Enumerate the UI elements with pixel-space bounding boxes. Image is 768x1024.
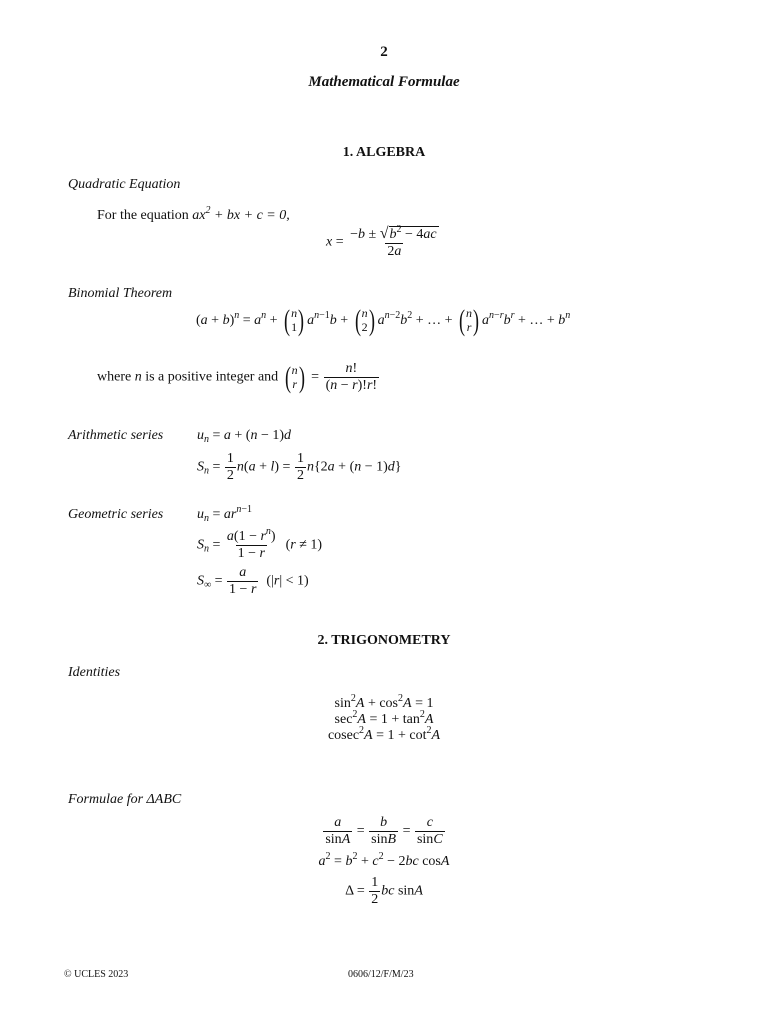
quadratic-intro [97, 205, 290, 224]
quadratic-heading: Quadratic Equation [68, 177, 181, 192]
arithmetic-nth-term: $u_n = a + (n - 1)d$ [197, 428, 292, 445]
binomial-definition: where n is a positive integer and ( n r ) = $\frac{n!}{(n - r)!r!}$ [97, 360, 378, 394]
where-text: where [97, 369, 132, 385]
quadratic-equation: $ax^2$ + bx + c = 0, [192, 205, 290, 223]
page-number: 2 [380, 44, 388, 60]
geometric-sum: $S_n$ = $\frac{a(1 - r^n)}{1 - r}$ (r ≠ 1) [197, 526, 323, 561]
n-variable: n [134, 369, 142, 385]
triangle-formulae-heading: Formulae for ΔABC [68, 792, 182, 807]
geometric-sum-infinity: $S_\infty$ = $\frac{a}{1 - r}$ (|r| < 1) [197, 565, 309, 597]
quadratic-fraction: −b ± √ $b^2 - 4ac$ 2a [350, 224, 437, 259]
triangle-area: Δ = $\frac{1}{2}$ bc sinA [345, 875, 423, 907]
geometric-heading: Geometric series [68, 507, 164, 522]
cosine-rule: $a^2 = b^2 + c^2 - 2bc$ cosA [318, 851, 450, 869]
arithmetic-sum: $S_n$ = $\frac{1}{2}$ n(a + l) = $\frac{1}{2}$ n{2a + (n − 1)d} [197, 451, 402, 483]
identity-sec-tan: $\sec^2A = 1 + \tan^2A$ [334, 709, 434, 727]
page-title: Mathematical Formulae [308, 74, 460, 90]
copyright: © UCLES 2023 [64, 969, 129, 980]
identity-cosec-cot: $cosec^2A = 1 + \cot^2A$ [327, 725, 441, 743]
binomial-expansion: $(a + b)^n = a^n$ + ( n 1 ) $a^{n-1}b$ + ( n 2 ) $a^{n-2}b^2$ + … + ( n r ) $a^{n-r}b^r$ + … + $b^n$ [196, 304, 571, 337]
sine-rule: $\frac{a}{\sin A}$ = $\frac{b}{\sin B}$ = $\frac{c}{\sin C}$ [325, 815, 443, 847]
identity-sin-cos: $\sin^2A + \cos^2A = 1$ [334, 693, 434, 711]
geometric-nth-term: $u_n = ar^{n-1}$ [197, 504, 252, 524]
binom-coefficient-fraction: $\frac{n!}{(n - r)!r!}$ [325, 361, 378, 393]
binomial-heading: Binomial Theorem [68, 286, 173, 301]
quadratic-intro-text: For the equation [97, 208, 189, 223]
identities-heading: Identities [68, 665, 121, 680]
quadratic-formula: x = −b ± √ $b^2 - 4ac$ 2a [326, 226, 442, 259]
document-code: 0606/12/F/M/23 [348, 969, 414, 980]
section-heading-trigonometry: 2. TRIGONOMETRY [317, 633, 451, 648]
arithmetic-heading: Arithmetic series [68, 428, 164, 443]
section-heading-algebra: 1. ALGEBRA [342, 145, 426, 160]
positive-integer-text: is a positive integer and [145, 369, 279, 385]
